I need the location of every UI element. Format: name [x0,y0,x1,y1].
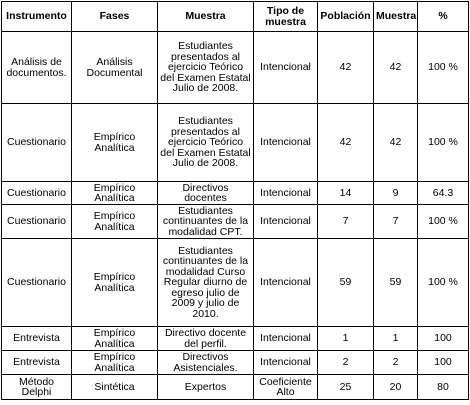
cell-muestra-n: 2 [374,351,418,375]
cell-instrumento: Cuestionario [2,205,72,239]
cell-porcentaje: 100 % [418,32,469,104]
cell-muestra-n: 9 [374,182,418,205]
table-row [2,351,469,375]
header-instrumento: Instrumento [2,2,72,32]
cell-instrumento: Entrevista [2,351,72,375]
cell-muestra-n: 42 [374,104,418,182]
cell-fases: Empírico Analítica [72,351,158,375]
cell-fases: Empírico Analítica [72,104,158,182]
cell-instrumento: Cuestionario [2,104,72,182]
table-row [2,104,469,182]
data-table [1,1,469,400]
cell-poblacion: 1 [318,327,374,351]
cell-muestra: Estudiantes continuantes de la modalidad Curso Regular diurno de egreso julio de 2009 y julio de 2010. [158,239,254,327]
cell-muestra-n: 42 [374,32,418,104]
header-fases: Fases [72,2,158,32]
table-row [2,239,469,327]
cell-muestra: Estudiantes presentados al ejercicio Teórico del Examen Estatal Julio de 2008. [158,104,254,182]
cell-porcentaje: 100 [418,327,469,351]
cell-poblacion: 7 [318,205,374,239]
cell-fases: Empírico Analítica [72,205,158,239]
cell-muestra: Directivos docentes [158,182,254,205]
cell-tipo: Intencional [254,327,318,351]
cell-muestra: Directivos Asistenciales. [158,351,254,375]
cell-poblacion: 42 [318,32,374,104]
table-row [2,182,469,205]
header-poblacion: Población [318,2,374,32]
cell-muestra: Directivo docente del perfil. [158,327,254,351]
cell-fases: Empírico Analítica [72,327,158,351]
header-muestra-n: Muestra [374,2,418,32]
cell-instrumento: Cuestionario [2,182,72,205]
cell-muestra-n: 1 [374,327,418,351]
table-row [2,205,469,239]
header-row [2,2,469,32]
header-muestra: Muestra [158,2,254,32]
cell-poblacion: 42 [318,104,374,182]
cell-poblacion: 14 [318,182,374,205]
cell-poblacion: 2 [318,351,374,375]
cell-porcentaje: 64.3 [418,182,469,205]
cell-instrumento: Cuestionario [2,239,72,327]
cell-tipo: Intencional [254,205,318,239]
cell-porcentaje: 100 [418,351,469,375]
cell-tipo: Intencional [254,239,318,327]
cell-poblacion: 25 [318,375,374,400]
table-row [2,32,469,104]
cell-instrumento: Análisis de documentos. [2,32,72,104]
cell-porcentaje: 80 [418,375,469,400]
table-row [2,375,469,400]
cell-tipo: Intencional [254,104,318,182]
cell-instrumento: Entrevista [2,327,72,351]
cell-muestra-n: 20 [374,375,418,400]
header-porcentaje: % [418,2,469,32]
cell-porcentaje: 100 % [418,104,469,182]
cell-fases: Análisis Documental [72,32,158,104]
cell-instrumento: Método Delphi [2,375,72,400]
cell-porcentaje: 100 % [418,239,469,327]
cell-muestra: Estudiantes continuantes de la modalidad CPT. [158,205,254,239]
cell-fases: Sintética [72,375,158,400]
cell-tipo: Intencional [254,351,318,375]
cell-fases: Empírico Analítica [72,239,158,327]
cell-tipo: Intencional [254,32,318,104]
cell-tipo: Intencional [254,182,318,205]
cell-muestra-n: 7 [374,205,418,239]
cell-tipo: Coeficiente Alto [254,375,318,400]
cell-muestra-n: 59 [374,239,418,327]
cell-muestra: Expertos [158,375,254,400]
table-row [2,327,469,351]
cell-muestra: Estudiantes presentados al ejercicio Teórico del Examen Estatal Julio de 2008. [158,32,254,104]
cell-poblacion: 59 [318,239,374,327]
header-tipo-muestra: Tipo de muestra [254,2,318,32]
cell-porcentaje: 100 % [418,205,469,239]
cell-fases: Empírico Analítica [72,182,158,205]
